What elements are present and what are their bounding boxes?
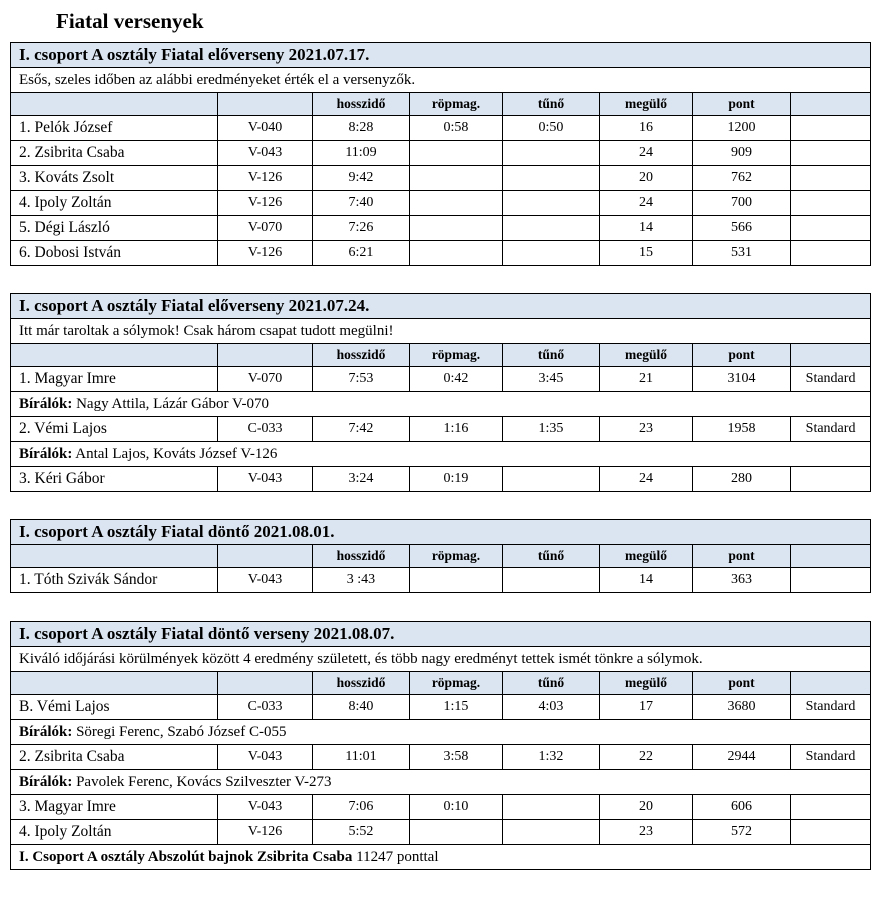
cell-standard [791, 467, 871, 492]
column-header: tűnő [503, 344, 600, 367]
cell-ropmag: 1:16 [410, 417, 503, 442]
cell-tuno [503, 820, 600, 845]
champion-title: I. Csoport A osztály Abszolút bajnok Zsibrita Csaba [19, 849, 353, 865]
section-4 [10, 621, 870, 870]
cell-pont: 909 [693, 141, 791, 166]
competitor-name: 2. Vémi Lajos [11, 417, 218, 442]
cell-standard [791, 241, 871, 266]
cell-tuno: 1:32 [503, 745, 600, 770]
column-header [218, 545, 313, 568]
cell-hosszido: 8:40 [313, 695, 410, 720]
judges-label: Bírálók: [19, 774, 73, 790]
cell-ropmag: 3:58 [410, 745, 503, 770]
page-title: Fiatal versenyek [56, 9, 204, 33]
cell-hosszido: 6:21 [313, 241, 410, 266]
cell-ropmag: 0:19 [410, 467, 503, 492]
column-header [218, 344, 313, 367]
judges-names: Söregi Ferenc, Szabó József C-055 [72, 724, 287, 740]
judges-cell [11, 770, 871, 795]
table-row [11, 166, 871, 191]
column-header [791, 545, 871, 568]
ring-code: C-033 [218, 695, 313, 720]
column-header [791, 344, 871, 367]
column-header: tűnő [503, 545, 600, 568]
cell-ropmag [410, 191, 503, 216]
column-header: röpmag. [410, 545, 503, 568]
section-title: I. csoport A osztály Fiatal előverseny 2021.07.17. [11, 43, 871, 68]
cell-megulo: 24 [600, 467, 693, 492]
results-table [10, 621, 871, 870]
section-title: I. csoport A osztály Fiatal előverseny 2021.07.24. [11, 294, 871, 319]
column-header: megülő [600, 93, 693, 116]
cell-pont: 3680 [693, 695, 791, 720]
cell-tuno [503, 191, 600, 216]
column-header: röpmag. [410, 344, 503, 367]
ring-code: V-043 [218, 568, 313, 593]
cell-pont: 566 [693, 216, 791, 241]
cell-standard: Standard [791, 417, 871, 442]
champion-row [11, 845, 871, 870]
cell-hosszido: 7:53 [313, 367, 410, 392]
judges-row [11, 392, 871, 417]
ring-code: V-070 [218, 367, 313, 392]
cell-ropmag: 1:15 [410, 695, 503, 720]
table-row [11, 116, 871, 141]
column-header: hosszidő [313, 672, 410, 695]
column-header [791, 93, 871, 116]
column-header: pont [693, 672, 791, 695]
header-row [11, 344, 871, 367]
cell-megulo: 14 [600, 568, 693, 593]
column-header [11, 672, 218, 695]
judges-row [11, 442, 871, 467]
ring-code: V-126 [218, 820, 313, 845]
header-row [11, 672, 871, 695]
cell-hosszido: 9:42 [313, 166, 410, 191]
judges-names: Nagy Attila, Lázár Gábor V-070 [72, 396, 269, 412]
cell-ropmag: 0:58 [410, 116, 503, 141]
table-row [11, 695, 871, 720]
cell-megulo: 14 [600, 216, 693, 241]
cell-standard [791, 568, 871, 593]
competitor-name: B. Vémi Lajos [11, 695, 218, 720]
table-row [11, 216, 871, 241]
cell-standard [791, 216, 871, 241]
cell-ropmag [410, 216, 503, 241]
table-row [11, 467, 871, 492]
cell-standard [791, 820, 871, 845]
ring-code: V-043 [218, 141, 313, 166]
competitor-name: 4. Ipoly Zoltán [11, 191, 218, 216]
table-row [11, 417, 871, 442]
cell-standard [791, 166, 871, 191]
cell-standard [791, 191, 871, 216]
cell-megulo: 23 [600, 820, 693, 845]
section-title-row [11, 622, 871, 647]
section-note: Itt már taroltak a sólymok! Csak három csapat tudott megülni! [11, 319, 871, 344]
table-row [11, 820, 871, 845]
ring-code: V-126 [218, 166, 313, 191]
cell-pont: 363 [693, 568, 791, 593]
competitor-name: 1. Magyar Imre [11, 367, 218, 392]
cell-hosszido: 11:09 [313, 141, 410, 166]
column-header: pont [693, 93, 791, 116]
cell-megulo: 22 [600, 745, 693, 770]
competitor-name: 5. Dégi László [11, 216, 218, 241]
table-row [11, 367, 871, 392]
table-row [11, 795, 871, 820]
section-note-row [11, 319, 871, 344]
competitor-name: 2. Zsibrita Csaba [11, 745, 218, 770]
judges-names: Pavolek Ferenc, Kovács Szilveszter V-273 [72, 774, 332, 790]
cell-megulo: 16 [600, 116, 693, 141]
cell-pont: 1958 [693, 417, 791, 442]
column-header [11, 344, 218, 367]
cell-megulo: 15 [600, 241, 693, 266]
cell-megulo: 21 [600, 367, 693, 392]
cell-tuno [503, 166, 600, 191]
judges-label: Bírálók: [19, 396, 73, 412]
column-header: pont [693, 344, 791, 367]
cell-pont: 1200 [693, 116, 791, 141]
table-row [11, 568, 871, 593]
cell-hosszido: 7:06 [313, 795, 410, 820]
judges-cell [11, 720, 871, 745]
section-title: I. csoport A osztály Fiatal döntő 2021.08.01. [11, 520, 871, 545]
column-header: hosszidő [313, 93, 410, 116]
ring-code: V-040 [218, 116, 313, 141]
cell-ropmag [410, 568, 503, 593]
judges-names: Antal Lajos, Kováts József V-126 [72, 446, 278, 462]
cell-standard: Standard [791, 745, 871, 770]
cell-pont: 572 [693, 820, 791, 845]
cell-ropmag [410, 166, 503, 191]
cell-ropmag: 0:10 [410, 795, 503, 820]
judges-label: Bírálók: [19, 446, 73, 462]
cell-megulo: 24 [600, 191, 693, 216]
cell-tuno: 0:50 [503, 116, 600, 141]
judges-row [11, 770, 871, 795]
table-row [11, 241, 871, 266]
cell-tuno [503, 568, 600, 593]
cell-ropmag [410, 820, 503, 845]
results-table [10, 519, 871, 593]
table-row [11, 141, 871, 166]
table-row [11, 745, 871, 770]
cell-megulo: 24 [600, 141, 693, 166]
ring-code: V-043 [218, 795, 313, 820]
header-row [11, 545, 871, 568]
cell-tuno: 4:03 [503, 695, 600, 720]
cell-pont: 762 [693, 166, 791, 191]
cell-tuno [503, 216, 600, 241]
cell-hosszido: 8:28 [313, 116, 410, 141]
section-2 [10, 293, 870, 492]
cell-standard: Standard [791, 367, 871, 392]
column-header: megülő [600, 344, 693, 367]
section-title: I. csoport A osztály Fiatal döntő verseny 2021.08.07. [11, 622, 871, 647]
champion-cell [11, 845, 871, 870]
competitor-name: 1. Tóth Szivák Sándor [11, 568, 218, 593]
column-header: megülő [600, 545, 693, 568]
cell-tuno [503, 241, 600, 266]
cell-tuno [503, 467, 600, 492]
section-note-row [11, 68, 871, 93]
column-header: tűnő [503, 672, 600, 695]
section-3 [10, 519, 870, 593]
section-title-row [11, 520, 871, 545]
column-header: pont [693, 545, 791, 568]
section-note: Esős, szeles időben az alábbi eredményeket érték el a versenyzők. [11, 68, 871, 93]
column-header [218, 93, 313, 116]
competitor-name: 2. Zsibrita Csaba [11, 141, 218, 166]
column-header: tűnő [503, 93, 600, 116]
column-header: hosszidő [313, 344, 410, 367]
cell-hosszido: 5:52 [313, 820, 410, 845]
section-title-row [11, 43, 871, 68]
cell-hosszido: 11:01 [313, 745, 410, 770]
competitor-name: 3. Magyar Imre [11, 795, 218, 820]
cell-megulo: 20 [600, 166, 693, 191]
cell-pont: 606 [693, 795, 791, 820]
judges-row [11, 720, 871, 745]
section-note-row [11, 647, 871, 672]
cell-pont: 531 [693, 241, 791, 266]
judges-label: Bírálók: [19, 724, 73, 740]
column-header [11, 93, 218, 116]
column-header: röpmag. [410, 672, 503, 695]
cell-hosszido: 3 :43 [313, 568, 410, 593]
table-row [11, 191, 871, 216]
cell-standard: Standard [791, 695, 871, 720]
champion-points: 11247 ponttal [352, 849, 439, 865]
ring-code: C-033 [218, 417, 313, 442]
cell-standard [791, 141, 871, 166]
cell-pont: 280 [693, 467, 791, 492]
ring-code: V-043 [218, 467, 313, 492]
judges-cell [11, 392, 871, 417]
cell-ropmag [410, 141, 503, 166]
section-note: Kiváló időjárási körülmények között 4 eredmény született, és több nagy eredményt tettek ismét tönkre a sólymok. [11, 647, 871, 672]
cell-ropmag [410, 241, 503, 266]
results-table [10, 42, 871, 266]
ring-code: V-126 [218, 241, 313, 266]
section-1 [10, 42, 870, 266]
cell-tuno [503, 141, 600, 166]
column-header: hosszidő [313, 545, 410, 568]
cell-pont: 2944 [693, 745, 791, 770]
cell-megulo: 23 [600, 417, 693, 442]
section-title-row [11, 294, 871, 319]
results-table [10, 293, 871, 492]
cell-hosszido: 7:42 [313, 417, 410, 442]
column-header: röpmag. [410, 93, 503, 116]
competitor-name: 4. Ipoly Zoltán [11, 820, 218, 845]
competitor-name: 6. Dobosi István [11, 241, 218, 266]
column-header [791, 672, 871, 695]
cell-hosszido: 7:40 [313, 191, 410, 216]
judges-cell [11, 442, 871, 467]
competitor-name: 3. Kováts Zsolt [11, 166, 218, 191]
cell-tuno: 1:35 [503, 417, 600, 442]
competitor-name: 3. Kéri Gábor [11, 467, 218, 492]
ring-code: V-126 [218, 191, 313, 216]
cell-hosszido: 7:26 [313, 216, 410, 241]
cell-standard [791, 795, 871, 820]
cell-tuno [503, 795, 600, 820]
ring-code: V-070 [218, 216, 313, 241]
column-header: megülő [600, 672, 693, 695]
column-header [218, 672, 313, 695]
ring-code: V-043 [218, 745, 313, 770]
cell-ropmag: 0:42 [410, 367, 503, 392]
header-row [11, 93, 871, 116]
cell-hosszido: 3:24 [313, 467, 410, 492]
column-header [11, 545, 218, 568]
cell-standard [791, 116, 871, 141]
cell-megulo: 17 [600, 695, 693, 720]
cell-tuno: 3:45 [503, 367, 600, 392]
competitor-name: 1. Pelók József [11, 116, 218, 141]
cell-pont: 700 [693, 191, 791, 216]
cell-pont: 3104 [693, 367, 791, 392]
cell-megulo: 20 [600, 795, 693, 820]
